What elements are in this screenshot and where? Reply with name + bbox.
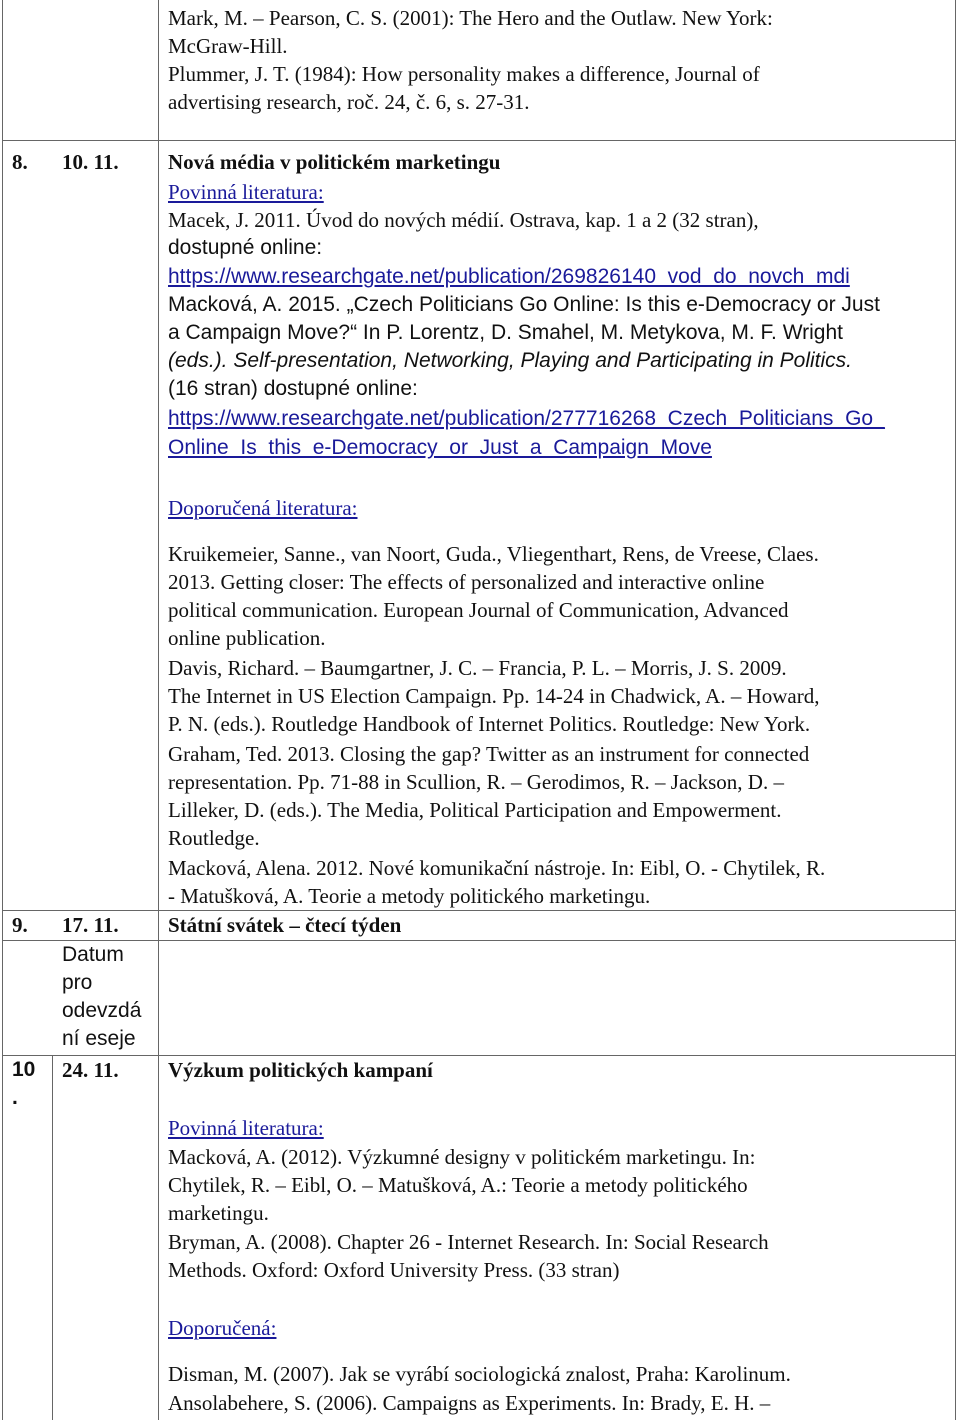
row-number: 10 xyxy=(12,1058,36,1081)
citation-line: Disman, M. (2007). Jak se vyrábí sociologická znalost, Praha: Karolinum. xyxy=(168,1362,791,1386)
table-border-left xyxy=(2,0,3,1420)
citation-line: representation. Pp. 71-88 in Scullion, R. – Gerodimos, R. – Jackson, D. – xyxy=(168,770,784,794)
row-divider-2 xyxy=(2,910,956,911)
citation-line: Lilleker, D. (eds.). The Media, Political Participation and Empowerment. xyxy=(168,798,782,822)
researchgate-link[interactable]: https://www.researchgate.net/publication/269826140_vod_do_novch_mdi xyxy=(168,265,850,288)
table-border-right xyxy=(955,0,956,1420)
researchgate-link[interactable]: https://www.researchgate.net/publication/277716268_Czech_Politicians_Go_ xyxy=(168,407,885,430)
table-border-col2c xyxy=(158,1055,159,1420)
citation-line: Ansolabehere, S. (2006). Campaigns as Experiments. In: Brady, E. H. – xyxy=(168,1391,771,1415)
citation-line: 2013. Getting closer: The effects of personalized and interactive online xyxy=(168,570,765,594)
citation-line: P. N. (eds.). Routledge Handbook of Internet Politics. Routledge: New York. xyxy=(168,712,811,736)
citation-line: online publication. xyxy=(168,626,326,650)
citation-line: Routledge. xyxy=(168,826,260,850)
citation-line: political communication. European Journal of Communication, Advanced xyxy=(168,598,789,622)
citation-line: Macková, Alena. 2012. Nové komunikační nástroje. In: Eibl, O. - Chytilek, R. xyxy=(168,856,826,880)
recommended-reading-heading: Doporučená literatura: xyxy=(168,496,358,520)
session-title: Nová média v politickém marketingu xyxy=(168,150,501,174)
citation-line: Bryman, A. (2008). Chapter 26 - Internet Research. In: Social Research xyxy=(168,1230,769,1254)
row-number-dot: . xyxy=(12,1086,18,1109)
session-title: Státní svátek – čtecí týden xyxy=(168,913,402,937)
citation-mark-pearson: Mark, M. – Pearson, C. S. (2001): The Hero and the Outlaw. New York: xyxy=(168,6,773,30)
citation-line: a Campaign Move?“ In P. Lorentz, D. Smahel, M. Metykova, M. F. Wright xyxy=(168,321,843,344)
essay-deadline-label: Datum xyxy=(62,943,124,966)
citation-plummer-cont: advertising research, roč. 24, č. 6, s. 27-31. xyxy=(168,90,530,114)
table-border-col1 xyxy=(52,1055,53,1420)
row-divider-4 xyxy=(2,1055,956,1056)
citation-line: Chytilek, R. – Eibl, O. – Matušková, A.: Teorie a metody politického xyxy=(168,1173,748,1197)
recommended-reading-heading: Doporučená: xyxy=(168,1316,277,1340)
citation-line: Macek, J. 2011. Úvod do nových médií. Ostrava, kap. 1 a 2 (32 stran), xyxy=(168,208,759,232)
citation-line: dostupné online: xyxy=(168,236,323,259)
citation-line: (16 stran) dostupné online: xyxy=(168,377,418,400)
row-number: 9. xyxy=(12,913,28,937)
required-reading-heading: Povinná literatura: xyxy=(168,1116,324,1140)
essay-deadline-label: pro xyxy=(62,971,93,994)
row-number: 8. xyxy=(12,150,28,174)
row-date: 10. 11. xyxy=(62,150,119,174)
citation-line: (eds.). Self-presentation, Networking, Playing and Participating in Politics. xyxy=(168,349,852,372)
citation-line: marketingu. xyxy=(168,1201,269,1225)
row-divider-3 xyxy=(2,940,956,941)
citation-line: The Internet in US Election Campaign. Pp. 14-24 in Chadwick, A. – Howard, xyxy=(168,684,820,708)
row-date: 24. 11. xyxy=(62,1058,119,1082)
session-title: Výzkum politických kampaní xyxy=(168,1058,433,1082)
citation-plummer: Plummer, J. T. (1984): How personality makes a difference, Journal of xyxy=(168,62,760,86)
citation-line: Macková, A. (2012). Výzkumné designy v politickém marketingu. In: xyxy=(168,1145,756,1169)
table-border-col2b xyxy=(158,940,159,1055)
researchgate-link[interactable]: Online_Is_this_e-Democracy_or_Just_a_Campaign_Move xyxy=(168,436,712,459)
essay-deadline-label: ní eseje xyxy=(62,1027,136,1050)
citation-line: Graham, Ted. 2013. Closing the gap? Twitter as an instrument for connected xyxy=(168,742,810,766)
citation-line: Kruikemeier, Sanne., van Noort, Guda., Vliegenthart, Rens, de Vreese, Claes. xyxy=(168,542,819,566)
table-border-col2 xyxy=(158,0,159,940)
row-date: 17. 11. xyxy=(62,913,119,937)
citation-line: Davis, Richard. – Baumgartner, J. C. – Francia, P. L. – Morris, J. S. 2009. xyxy=(168,656,787,680)
required-reading-heading: Povinná literatura: xyxy=(168,180,324,204)
row-divider-1 xyxy=(2,140,956,141)
citation-line: - Matušková, A. Teorie a metody politického marketingu. xyxy=(168,884,651,908)
citation-line: Macková, A. 2015. „Czech Politicians Go Online: Is this e-Democracy or Just xyxy=(168,293,880,316)
essay-deadline-label: odevzdá xyxy=(62,999,142,1022)
citation-mark-pearson-cont: McGraw-Hill. xyxy=(168,34,288,58)
citation-line: Methods. Oxford: Oxford University Press. (33 stran) xyxy=(168,1258,620,1282)
